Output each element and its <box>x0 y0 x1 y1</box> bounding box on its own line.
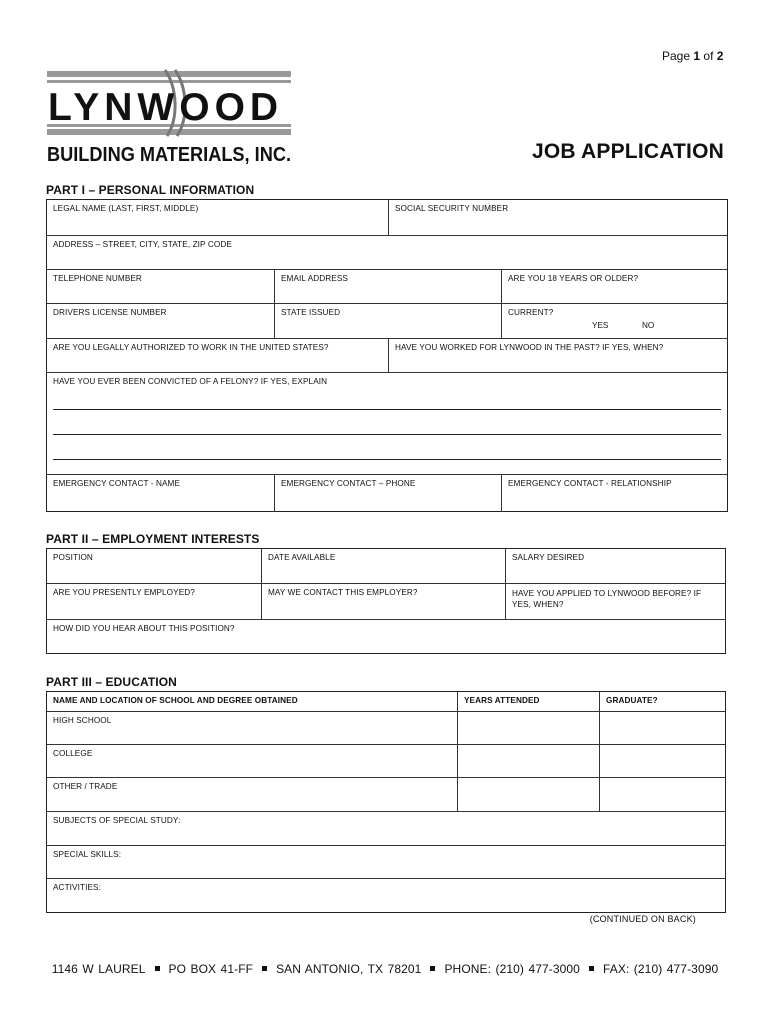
footer-pobox: PO BOX 41-FF <box>168 962 254 976</box>
authorized-label: ARE YOU LEGALLY AUTHORIZED TO WORK IN THE UNITED STATES? <box>53 343 329 352</box>
applied-before-label: HAVE YOU APPLIED TO LYNWOOD BEFORE? IF YES, WHEN? <box>512 589 702 609</box>
may-contact-label: MAY WE CONTACT THIS EMPLOYER? <box>268 588 418 597</box>
college-label: COLLEGE <box>53 749 93 758</box>
salary-field[interactable] <box>505 549 725 583</box>
state-issued-field[interactable] <box>274 304 501 339</box>
ssn-field[interactable] <box>388 200 727 235</box>
authorized-field[interactable] <box>47 339 388 373</box>
other-trade-label: OTHER / TRADE <box>53 782 118 791</box>
high-school-field[interactable] <box>47 712 457 745</box>
footer-phone: PHONE: (210) 477-3000 <box>444 962 580 976</box>
activities-field[interactable] <box>47 879 725 913</box>
row-contact <box>47 269 727 304</box>
age18-label: ARE YOU 18 YEARS OR OLDER? <box>508 274 639 283</box>
col-school-header <box>47 692 457 711</box>
high-school-graduate-field[interactable] <box>599 712 725 745</box>
footer-address <box>0 962 770 976</box>
skills-field[interactable] <box>47 846 725 879</box>
college-field[interactable] <box>47 745 457 778</box>
col-graduate-header <box>599 692 725 711</box>
subjects-field[interactable] <box>47 812 725 846</box>
personal-info-table <box>46 199 728 512</box>
education-table <box>46 691 726 913</box>
address-label: ADDRESS – STREET, CITY, STATE, ZIP CODE <box>53 240 232 249</box>
part3-heading: PART III – EDUCATION <box>46 675 177 689</box>
license-label: DRIVERS LICENSE NUMBER <box>53 308 167 317</box>
employment-interests-table <box>46 548 726 654</box>
ec-relationship-field[interactable] <box>501 475 727 512</box>
high-school-label: HIGH SCHOOL <box>53 716 112 725</box>
bullet-icon <box>589 966 594 971</box>
ec-phone-label: EMERGENCY CONTACT – PHONE <box>281 479 416 488</box>
applied-before-field[interactable] <box>505 584 725 620</box>
presently-employed-label: ARE YOU PRESENTLY EMPLOYED? <box>53 588 195 597</box>
telephone-field[interactable] <box>47 270 274 304</box>
row-name-ssn <box>47 200 727 235</box>
row-felony <box>47 372 727 475</box>
date-available-field[interactable] <box>261 549 505 583</box>
row-authorization <box>47 338 727 373</box>
hear-about-field[interactable] <box>47 620 725 654</box>
other-trade-years-field[interactable] <box>457 778 599 812</box>
college-graduate-field[interactable] <box>599 745 725 778</box>
row-hear-about <box>47 619 725 654</box>
row-high-school <box>47 711 725 745</box>
education-header-row <box>47 692 725 711</box>
row-employment <box>47 583 725 620</box>
logo-name: LYNWOOD <box>48 86 284 129</box>
ec-name-label: EMERGENCY CONTACT - NAME <box>53 479 181 488</box>
skills-label: SPECIAL SKILLS: <box>53 850 122 859</box>
col-years-header <box>457 692 599 711</box>
position-label: POSITION <box>53 553 93 562</box>
page-total: 2 <box>716 49 724 63</box>
presently-employed-field[interactable] <box>47 584 261 620</box>
ec-name-field[interactable] <box>47 475 274 512</box>
bullet-icon <box>262 966 267 971</box>
felony-label: HAVE YOU EVER BEEN CONVICTED OF A FELONY? IF YES, EXPLAIN <box>53 377 328 386</box>
ec-relationship-label: EMERGENCY CONTACT - RELATIONSHIP <box>508 479 672 488</box>
high-school-years-field[interactable] <box>457 712 599 745</box>
date-available-label: DATE AVAILABLE <box>268 553 336 562</box>
position-field[interactable] <box>47 549 261 583</box>
other-trade-graduate-field[interactable] <box>599 778 725 812</box>
row-skills <box>47 845 725 879</box>
logo-company: BUILDING MATERIALS, INC. <box>47 143 291 164</box>
row-position <box>47 549 725 583</box>
page-of: of <box>703 49 714 63</box>
row-subjects <box>47 811 725 846</box>
other-trade-field[interactable] <box>47 778 457 812</box>
email-field[interactable] <box>274 270 501 304</box>
felony-line-2[interactable] <box>53 434 721 435</box>
continued-note: (CONTINUED ON BACK) <box>589 914 696 924</box>
telephone-label: TELEPHONE NUMBER <box>53 274 142 283</box>
subjects-label: SUBJECTS OF SPECIAL STUDY: <box>53 816 181 825</box>
college-years-field[interactable] <box>457 745 599 778</box>
footer-fax: FAX: (210) 477-3090 <box>602 962 719 976</box>
state-issued-label: STATE ISSUED <box>281 308 341 317</box>
page-current: 1 <box>693 49 701 63</box>
current-field[interactable] <box>501 304 727 339</box>
email-label: EMAIL ADDRESS <box>281 274 348 283</box>
felony-line-3[interactable] <box>53 459 721 460</box>
footer-street: 1146 W LAUREL <box>51 962 146 976</box>
worked-before-field[interactable] <box>388 339 727 373</box>
activities-label: ACTIVITIES: <box>53 883 101 892</box>
lynwood-logo-icon <box>47 68 295 164</box>
bullet-icon <box>155 966 160 971</box>
hear-about-label: HOW DID YOU HEAR ABOUT THIS POSITION? <box>53 624 235 633</box>
ec-phone-field[interactable] <box>274 475 501 512</box>
ssn-label: SOCIAL SECURITY NUMBER <box>395 204 509 213</box>
row-license <box>47 303 727 339</box>
current-label: CURRENT? <box>508 308 554 317</box>
part2-heading: PART II – EMPLOYMENT INTERESTS <box>46 532 260 546</box>
salary-label: SALARY DESIRED <box>512 553 585 562</box>
page-number <box>662 49 723 63</box>
current-yes-option[interactable]: YES <box>592 321 609 330</box>
footer-city: SAN ANTONIO, TX 78201 <box>276 962 422 976</box>
row-address <box>47 235 727 270</box>
age18-field[interactable] <box>501 270 727 304</box>
worked-before-label: HAVE YOU WORKED FOR LYNWOOD IN THE PAST? IF YES, WHEN? <box>395 343 664 352</box>
may-contact-field[interactable] <box>261 584 505 620</box>
row-college <box>47 744 725 778</box>
legal-name-label: LEGAL NAME (LAST, FIRST, MIDDLE) <box>53 204 199 213</box>
address-field[interactable] <box>47 236 727 270</box>
felony-field[interactable] <box>47 373 727 475</box>
felony-line-1[interactable] <box>53 409 721 410</box>
col-graduate-label: GRADUATE? <box>606 696 658 705</box>
row-activities <box>47 878 725 913</box>
col-school-label: NAME AND LOCATION OF SCHOOL AND DEGREE OBTAINED <box>53 696 298 705</box>
row-other-trade <box>47 777 725 812</box>
bullet-icon <box>430 966 435 971</box>
col-years-label: YEARS ATTENDED <box>464 696 540 705</box>
page-title: JOB APPLICATION <box>531 140 724 163</box>
current-no-option[interactable]: NO <box>642 321 655 330</box>
license-field[interactable] <box>47 304 274 339</box>
row-emergency <box>47 474 727 512</box>
legal-name-field[interactable] <box>47 200 388 235</box>
page-prefix: Page <box>662 49 691 63</box>
part1-heading: PART I – PERSONAL INFORMATION <box>46 183 255 197</box>
